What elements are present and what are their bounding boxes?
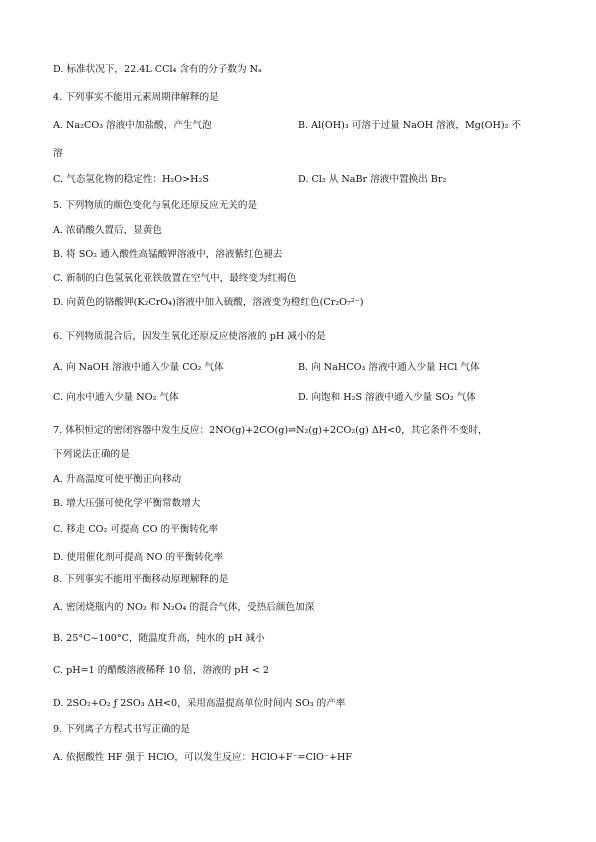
q9-option-a: A. 依据酸性 HF 强于 HClO，可以发生反应：HClO+F⁻=ClO⁻+HF xyxy=(53,752,352,763)
q6-option-c: C. 向水中通入少量 NO₂ 气体 xyxy=(53,392,179,403)
q4-option-c: C. 气态氢化物的稳定性：H₂O>H₂S xyxy=(53,174,209,185)
q9-stem: 9. 下列离子方程式书写正确的是 xyxy=(53,724,190,735)
q7-stem-cont: 下列说法正确的是 xyxy=(53,449,130,460)
q5-option-b: B. 将 SO₂ 通入酸性高锰酸钾溶液中，溶液紫红色褪去 xyxy=(53,249,283,260)
q8-stem: 8. 下列事实不能用平衡移动原理解释的是 xyxy=(53,574,229,585)
q4-stem: 4. 下列事实不能用元素周期律解释的是 xyxy=(53,92,219,103)
q7-stem: 7. 体积恒定的密闭容器中发生反应：2NO(g)+2CO(g)⇌N₂(g)+2CO₂(g) ΔH<0，其它条件不变时， xyxy=(53,425,488,436)
q4-option-d: D. Cl₂ 从 NaBr 溶液中置换出 Br₂ xyxy=(298,174,447,185)
q8-option-c: C. pH=1 的醋酸溶液稀释 10 倍，溶液的 pH < 2 xyxy=(53,665,270,676)
q7-option-a: A. 升高温度可使平衡正向移动 xyxy=(53,474,182,485)
q5-option-c: C. 新制的白色氢氧化亚铁放置在空气中，最终变为红褐色 xyxy=(53,273,297,284)
q6-option-a: A. 向 NaOH 溶液中通入少量 CO₂ 气体 xyxy=(53,362,224,373)
q7-option-b: B. 增大压强可使化学平衡常数增大 xyxy=(53,498,201,509)
q3-option-d: D. 标准状况下，22.4L CCl₄ 含有的分子数为 Nₐ xyxy=(53,64,262,75)
q8-option-a: A. 密闭烧瓶内的 NO₂ 和 N₂O₄ 的混合气体，受热后颜色加深 xyxy=(53,602,315,613)
q4-option-a: A. Na₂CO₃ 溶液中加盐酸，产生气泡 xyxy=(53,120,212,131)
q8-option-d: D. 2SO₂+O₂ ƒ 2SO₃ ΔH<0，采用高温提高单位时间内 SO₃ 的产率 xyxy=(53,698,346,709)
q8-option-b: B. 25°C~100°C，随温度升高，纯水的 pH 减小 xyxy=(53,633,265,644)
q5-option-d: D. 向黄色的铬酸钾(K₂CrO₄)溶液中加入硫酸，溶液变为橙红色(Cr₂O₇²⁻) xyxy=(53,297,364,308)
q5-stem: 5. 下列物质的颜色变化与氧化还原反应无关的是 xyxy=(53,200,258,211)
q7-option-c: C. 移走 CO₂ 可提高 CO 的平衡转化率 xyxy=(53,524,219,535)
q7-option-d: D. 使用催化剂可提高 NO 的平衡转化率 xyxy=(53,552,224,563)
q6-option-b: B. 向 NaHCO₃ 溶液中通入少量 HCl 气体 xyxy=(298,362,480,373)
q4-option-b: B. Al(OH)₃ 可溶于过量 NaOH 溶液，Mg(OH)₂ 不 xyxy=(298,120,522,131)
q5-option-a: A. 浓硝酸久置后，显黄色 xyxy=(53,225,162,236)
q6-stem: 6. 下列物质混合后，因发生氧化还原反应使溶液的 pH 减小的是 xyxy=(53,331,326,342)
q6-option-d: D. 向饱和 H₂S 溶液中通入少量 SO₂ 气体 xyxy=(298,392,476,403)
q4-option-b-cont: 溶 xyxy=(53,148,63,159)
